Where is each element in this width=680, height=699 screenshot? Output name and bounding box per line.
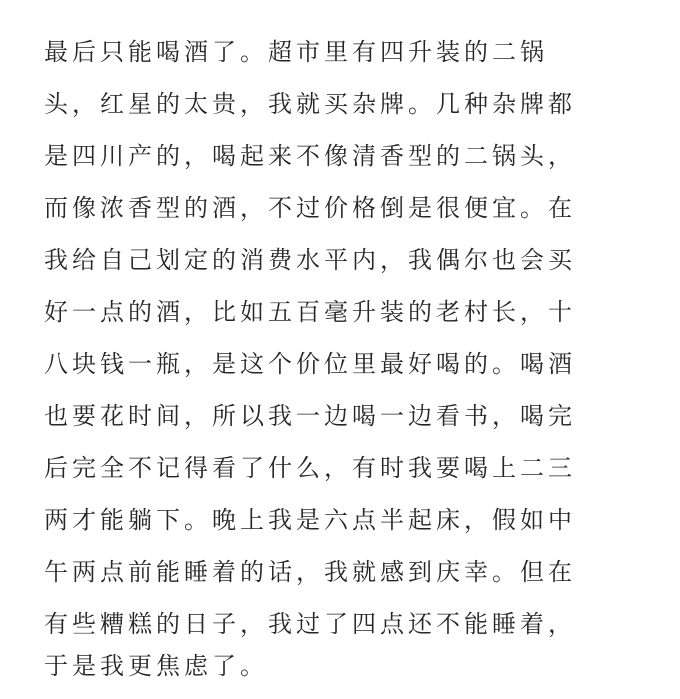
text-line: 后完全不记得看了什么，有时我要喝上二三 — [44, 454, 576, 482]
text-line: 最后只能喝酒了。超市里有四升装的二锅 — [44, 38, 548, 66]
text-line: 而像浓香型的酒，不过价格倒是很便宜。在 — [44, 194, 576, 222]
text-line: 八块钱一瓶，是这个价位里最好喝的。喝酒 — [44, 350, 576, 378]
text-line: 午两点前能睡着的话，我就感到庆幸。但在 — [44, 558, 576, 586]
text-line: 也要花时间，所以我一边喝一边看书，喝完 — [44, 402, 576, 430]
text-line: 于是我更焦虑了。 — [44, 652, 268, 680]
text-line: 头，红星的太贵，我就买杂牌。几种杂牌都 — [44, 90, 576, 118]
text-line: 好一点的酒，比如五百毫升装的老村长，十 — [44, 298, 576, 326]
text-line: 两才能躺下。晚上我是六点半起床，假如中 — [44, 506, 576, 534]
article-body — [44, 0, 644, 699]
text-line: 是四川产的，喝起来不像清香型的二锅头， — [44, 142, 576, 170]
text-line: 我给自己划定的消费水平内，我偶尔也会买 — [44, 246, 576, 274]
text-line: 有些糟糕的日子，我过了四点还不能睡着， — [44, 610, 576, 638]
